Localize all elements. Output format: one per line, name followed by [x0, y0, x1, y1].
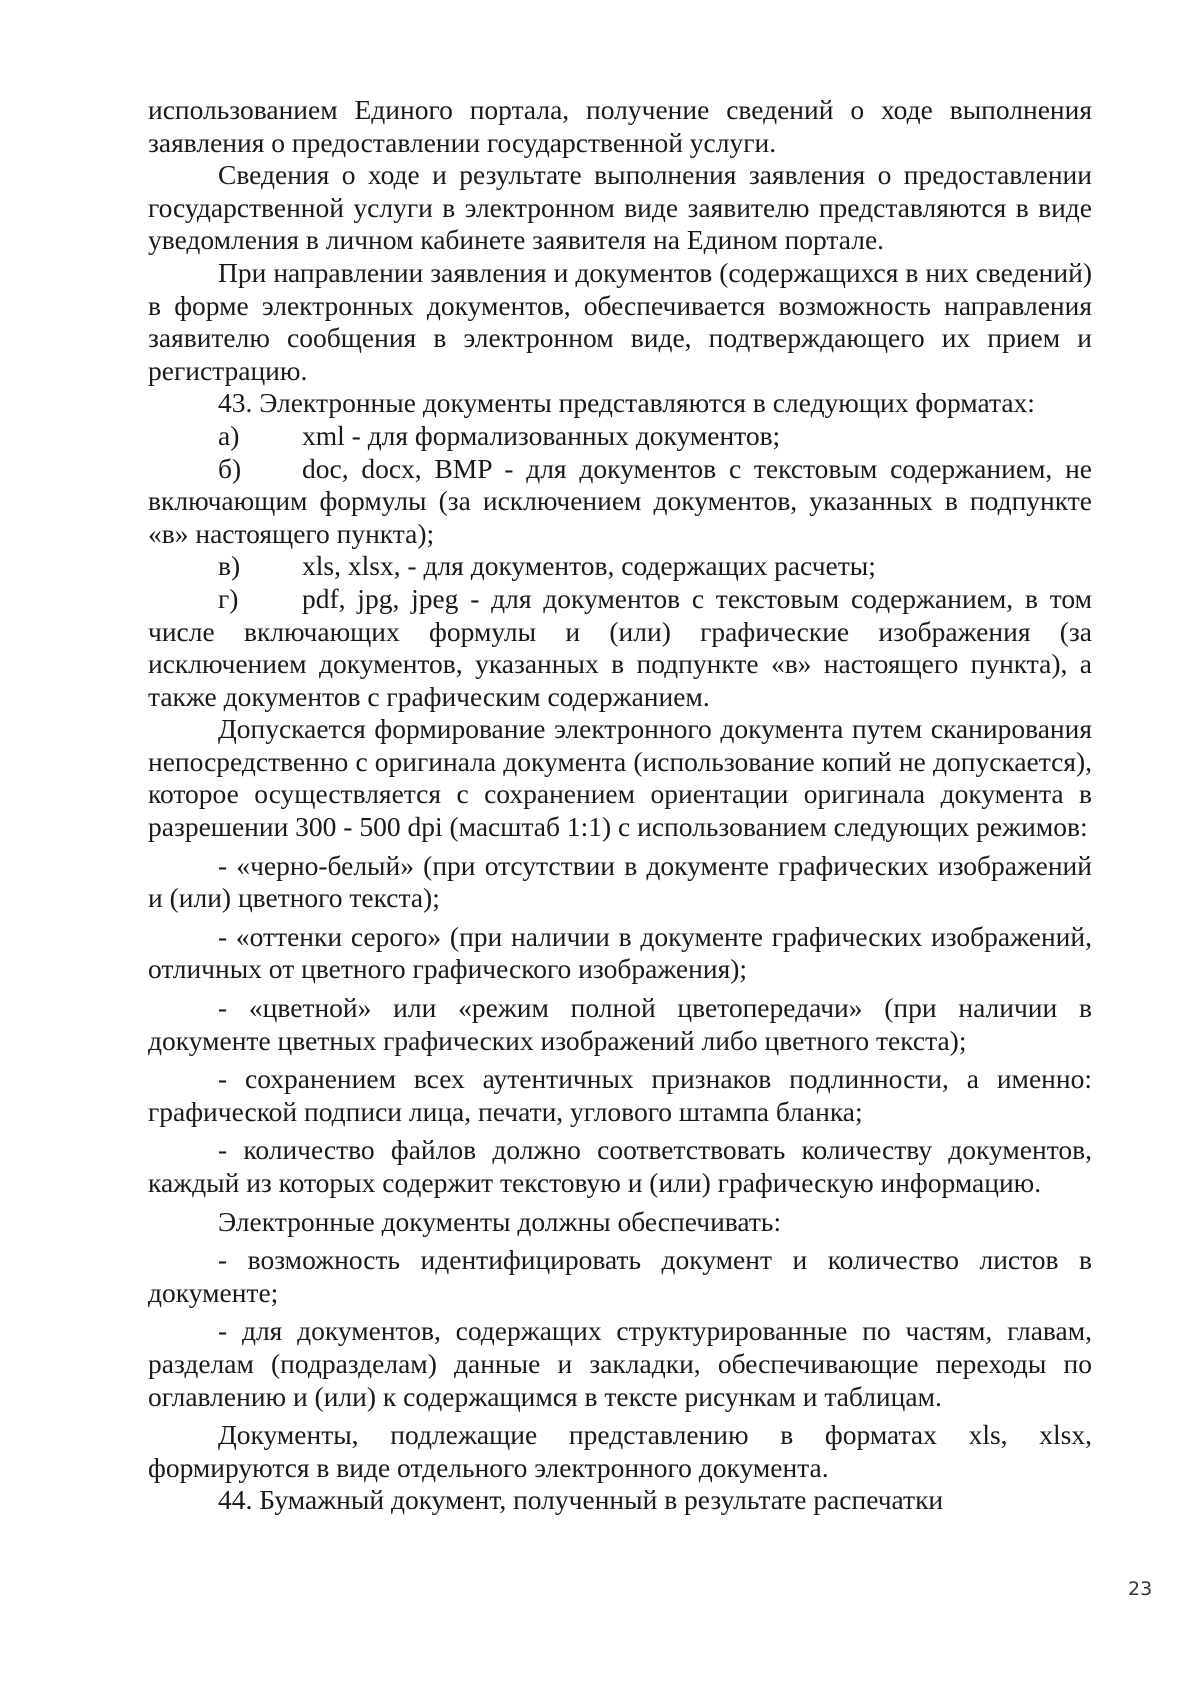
- paragraph-status-notification: Сведения о ходе и результате выполнения заявления о предоставлении государственной услуги в электронном виде заявителю представляются в виде уведомления в личном кабинете заявителя на Едином портале.: [148, 159, 1092, 256]
- format-item-b: [148, 453, 1092, 551]
- mode-black-white: - «черно-белый» (при отсутствии в документе графических изображений и (или) цветного текста);: [148, 849, 1092, 914]
- format-item-a-mark: а): [218, 419, 240, 451]
- format-item-b-text: doc, docx, BMP - для документов с текстовым содержанием, не включающим формулы (за исключением документов, указанных в подпункте «в» настоящего пункта);: [148, 452, 1092, 549]
- format-item-g: [148, 583, 1092, 713]
- paragraph-xls-documents: Документы, подлежащие представлению в форматах xls, xlsx, формируются в виде отдельного электронного документа.: [148, 1419, 1092, 1483]
- format-item-a: [148, 420, 1092, 453]
- mode-authenticity: - сохранением всех аутентичных признаков подлинности, а именно: графической подписи лица, печати, углового штампа бланка;: [148, 1063, 1092, 1127]
- paragraph-requirements-heading: Электронные документы должны обеспечивать:: [218, 1205, 782, 1237]
- format-item-v-text: xls, xlsx, - для документов, содержащих расчеты;: [302, 550, 876, 582]
- format-item-v: [148, 550, 1092, 583]
- paragraph-43-heading: 43. Электронные документы представляются в следующих форматах:: [218, 387, 1035, 419]
- format-item-b-mark: б): [218, 452, 242, 484]
- mode-color: - «цветной» или «режим полной цветопередачи» (при наличии в документе цветных графических изображений либо цветного текста);: [148, 992, 1092, 1056]
- document-body: [148, 94, 1092, 1517]
- paragraph-receipt-confirmation: При направлении заявления и документов (содержащихся в них сведений) в форме электронных документов, обеспечивается возможность направления заявителю сообщения в электронном виде, подтверждающего их прием и регистрацию.: [148, 256, 1092, 386]
- paragraph-continuation: использованием Единого портала, получение сведений о ходе выполнения заявления о предоставлении государственной услуги.: [148, 94, 1092, 158]
- format-item-a-text: xml - для формализованных документов;: [302, 419, 781, 451]
- paragraph-44: 44. Бумажный документ, полученный в результате распечатки: [218, 1484, 944, 1516]
- format-item-g-mark: г): [218, 582, 239, 614]
- page-number: 23: [1128, 1578, 1153, 1600]
- paragraph-scanning: Допускается формирование электронного документа путем сканирования непосредственно с оригинала документа (использование копий не допускается), которое осуществляется с сохранением ориентации оригинала документа в разрешении 300 - 500 dpi (масштаб 1:1) с использованием следующих режимов:: [148, 713, 1092, 843]
- mode-grayscale: - «оттенки серого» (при наличии в документе графических изображений, отличных от цветного графического изображения);: [148, 920, 1092, 985]
- mode-file-count: - количество файлов должно соответствовать количеству документов, каждый из которых содержит текстовую и (или) графическую информацию.: [148, 1134, 1092, 1198]
- format-item-g-text: pdf, jpg, jpeg - для документов с текстовым содержанием, в том числе включающих формулы и (или) графические изображения (за исключением документов, указанных в подпункте «в» настоящего пункта), а также документов с графическим содержанием.: [148, 582, 1092, 712]
- format-item-v-mark: в): [218, 550, 241, 582]
- requirement-structure: - для документов, содержащих структурированные по частям, главам, разделам (подразделам) данные и закладки, обеспечивающие переходы по оглавлению и (или) к содержащимся в тексте рисункам и таблицам.: [148, 1315, 1092, 1412]
- requirement-identify: - возможность идентифицировать документ и количество листов в документе;: [148, 1244, 1092, 1308]
